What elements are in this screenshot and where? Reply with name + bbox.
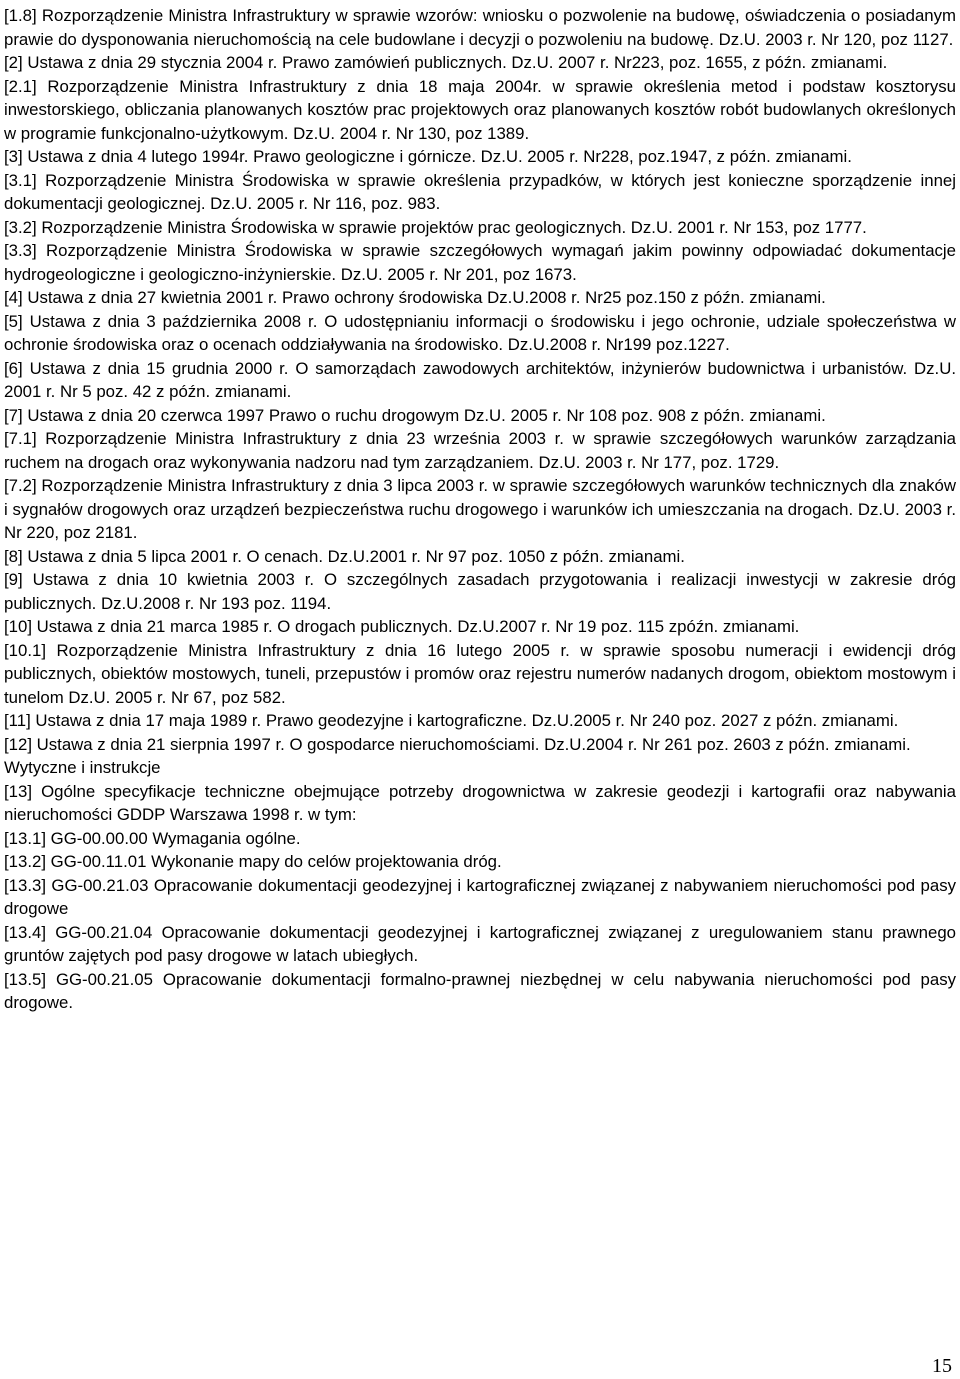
reference-5: [5] Ustawa z dnia 3 października 2008 r. O udostępnianiu informacji o środowisku i jego ochronie, udziale społeczeństwa w ochronie środowiska oraz o ocenach oddziaływania na środowisko. Dz.U.2008 r. Nr199 poz.1227. bbox=[4, 311, 956, 354]
reference-3-1: [3.1] Rozporządzenie Ministra Środowiska w sprawie określenia przypadków, w których jest konieczne sporządzenie innej dokumentacji geologicznej. Dz.U. 2005 r. Nr 116, poz. 983. bbox=[4, 170, 956, 213]
references-list-part1 bbox=[4, 4, 956, 756]
reference-10-1: [10.1] Rozporządzenie Ministra Infrastruktury z dnia 16 lutego 2005 r. w sprawie sposobu numeracji i ewidencji dróg publicznych, obiektów mostowych, tuneli, przepustów i promów oraz rejestru numerów nadanych drogom, obiektom mostowym i tunelom Dz.U. 2005 r. Nr 67, poz 582. bbox=[4, 640, 956, 707]
reference-13-5: [13.5] GG-00.21.05 Opracowanie dokumentacji formalno-prawnej niezbędnej w celu nabywania nieruchomości pod pasy drogowe. bbox=[4, 969, 956, 1012]
reference-1-8: [1.8] Rozporządzenie Ministra Infrastruktury w sprawie wzorów: wniosku o pozwolenie na budowę, oświadczenia o posiadanym prawie do dysponowania nieruchomością na cele budowlane i decyzji o pozwoleniu na budowę. Dz.U. 2003 r. Nr 120, poz 1127. bbox=[4, 6, 956, 49]
reference-7: [7] Ustawa z dnia 20 czerwca 1997 Prawo o ruchu drogowym Dz.U. 2005 r. Nr 108 poz. 908 z późn. zmianami. bbox=[4, 405, 826, 425]
section-heading: Wytyczne i instrukcje bbox=[4, 758, 161, 777]
reference-12: [12] Ustawa z dnia 21 sierpnia 1997 r. O gospodarce nieruchomościami. Dz.U.2004 r. Nr 261 poz. 2603 z późn. zmianami. bbox=[4, 734, 911, 754]
reference-13-4: [13.4] GG-00.21.04 Opracowanie dokumentacji geodezyjnej i kartograficznej związanej z uregulowaniem stanu prawnego gruntów zajętych pod pasy drogowe w latach ubiegłych. bbox=[4, 922, 956, 965]
reference-3-2: [3.2] Rozporządzenie Ministra Środowiska w sprawie projektów prac geologicznych. Dz.U. 2001 r. Nr 153, poz 1777. bbox=[4, 217, 867, 237]
page-number: 15 bbox=[932, 1355, 952, 1377]
reference-6: [6] Ustawa z dnia 15 grudnia 2000 r. O samorządach zawodowych architektów, inżynierów budownictwa i urbanistów. Dz.U. 2001 r. Nr 5 poz. 42 z późn. zmianami. bbox=[4, 358, 956, 401]
reference-13: [13] Ogólne specyfikacje techniczne obejmujące potrzeby drogownictwa w zakresie geodezji i kartografii oraz nabywania nieruchomości GDDP Warszawa 1998 r. w tym: bbox=[4, 781, 956, 824]
reference-9: [9] Ustawa z dnia 10 kwietnia 2003 r. O szczególnych zasadach przygotowania i realizacji inwestycji w zakresie dróg publicznych. Dz.U.2008 r. Nr 193 poz. 1194. bbox=[4, 570, 956, 613]
reference-3-3: [3.3] Rozporządzenie Ministra Środowiska w sprawie szczegółowych wymagań jakim powinny odpowiadać dokumentacje hydrogeologiczne i geologiczno-inżynierskie. Dz.U. 2005 r. Nr 201, poz 1673. bbox=[4, 241, 956, 284]
reference-7-1: [7.1] Rozporządzenie Ministra Infrastruktury z dnia 23 września 2003 r. w sprawie szczegółowych warunków zarządzania ruchem na drogach oraz wykonywania nadzoru nad tym zarządzaniem. Dz.U. 2003 r. Nr 177, poz. 1729. bbox=[4, 429, 956, 472]
reference-13-1: [13.1] GG-00.00.00 Wymagania ogólne. bbox=[4, 828, 301, 848]
reference-13-3: [13.3] GG-00.21.03 Opracowanie dokumentacji geodezyjnej i kartograficznej związanej z nabywaniem nieruchomości pod pasy drogowe bbox=[4, 875, 956, 918]
reference-7-2: [7.2] Rozporządzenie Ministra Infrastruktury z dnia 3 lipca 2003 r. w sprawie szczegółowych warunków technicznych dla znaków i sygnałów drogowych oraz urządzeń bezpieczeństwa ruchu drogowego i warunków ich umieszczania na drogach. Dz.U. 2003 r. Nr 220, poz 2181. bbox=[4, 476, 956, 542]
reference-11: [11] Ustawa z dnia 17 maja 1989 r. Prawo geodezyjne i kartograficzne. Dz.U.2005 r. Nr 240 poz. 2027 z późn. zmianami. bbox=[4, 711, 899, 730]
reference-8: [8] Ustawa z dnia 5 lipca 2001 r. O cenach. Dz.U.2001 r. Nr 97 poz. 1050 z późn. zmianami. bbox=[4, 546, 685, 566]
reference-10: [10] Ustawa z dnia 21 marca 1985 r. O drogach publicznych. Dz.U.2007 r. Nr 19 poz. 115 zpóźn. zmianami. bbox=[4, 617, 800, 636]
reference-2-1: [2.1] Rozporządzenie Ministra Infrastruktury z dnia 18 maja 2004r. w sprawie określenia metod i podstaw kosztorysu inwestorskiego, obliczania planowanych kosztów prac projektowych oraz planowanych kosztów robót budowlanych określonych w programie funkcjonalno-użytkowym. Dz.U. 2004 r. Nr 130, poz 1389. bbox=[4, 76, 956, 143]
reference-3: [3] Ustawa z dnia 4 lutego 1994r. Prawo geologiczne i górnicze. Dz.U. 2005 r. Nr228, poz.1947, z późn. zmianami. bbox=[4, 147, 852, 166]
reference-13-2: [13.2] GG-00.11.01 Wykonanie mapy do celów projektowania dróg. bbox=[4, 852, 502, 871]
reference-4: [4] Ustawa z dnia 27 kwietnia 2001 r. Prawo ochrony środowiska Dz.U.2008 r. Nr25 poz.150 z późn. zmianami. bbox=[4, 288, 826, 307]
references-list-part2 bbox=[4, 780, 956, 1015]
reference-2: [2] Ustawa z dnia 29 stycznia 2004 r. Prawo zamówień publicznych. Dz.U. 2007 r. Nr223, poz. 1655, z późn. zmianami. bbox=[4, 53, 888, 72]
